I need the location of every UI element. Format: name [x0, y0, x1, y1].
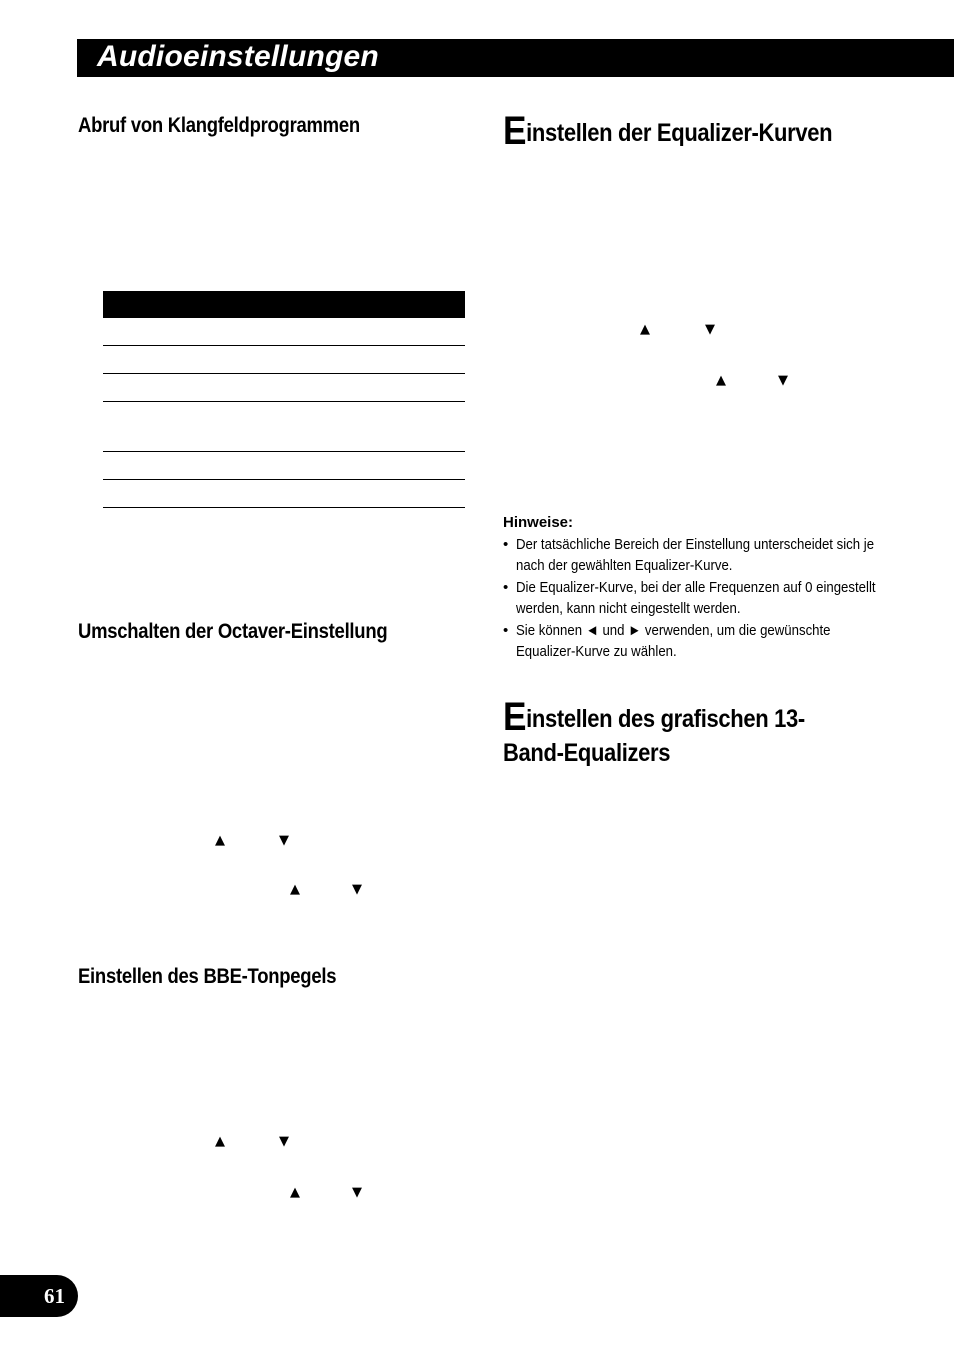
heading-initial: E: [503, 695, 527, 739]
arrow-down-icon: ▼: [352, 882, 362, 897]
heading-initial: E: [503, 109, 527, 153]
page-tab: [0, 1275, 78, 1317]
list-item: [503, 577, 903, 620]
bullet-icon: •: [503, 621, 509, 639]
arrow-down-icon: ▼: [279, 833, 289, 848]
arrow-up-icon: ▲: [290, 882, 300, 897]
heading-octaver: Umschalten der Octaver-Einstellung: [78, 620, 388, 643]
note-text: Sie können ◄ und ► verwenden, um die gewünschte Equalizer-Kurve zu wählen.: [516, 621, 831, 660]
notes-block: [503, 512, 903, 663]
page-number: 61: [44, 1284, 65, 1308]
arrow-down-icon: ▼: [778, 373, 788, 388]
heading-rest: instellen der Equalizer-Kurven: [526, 119, 833, 147]
heading-rest: instellen des grafischen 13-Band-Equalizers: [503, 705, 805, 767]
arrow-down-icon: ▼: [352, 1185, 362, 1200]
table-row: [103, 346, 465, 374]
table-row: [103, 480, 465, 508]
note-text: Die Equalizer-Kurve, bei der alle Frequenzen auf 0 eingestellt werden, kann nicht eingestellt werden.: [516, 578, 876, 617]
notes-label: Hinweise:: [503, 514, 574, 531]
table-row: [103, 374, 465, 402]
arrow-up-icon: ▲: [640, 322, 650, 337]
bullet-icon: •: [503, 535, 509, 553]
heading-abruf-klangfeldprogramme: Abruf von Klangfeldprogrammen: [78, 114, 360, 137]
arrow-down-icon: ▼: [705, 322, 715, 337]
heading-equalizer-kurven: [503, 109, 881, 153]
arrow-up-icon: ▲: [215, 833, 225, 848]
sound-field-table: [103, 291, 465, 508]
header-bar: [77, 39, 954, 77]
table-row: [103, 402, 465, 452]
heading-bbe: Einstellen des BBE-Tonpegels: [78, 965, 337, 988]
heading-13-band-equalizer: [503, 695, 837, 770]
arrow-up-icon: ▲: [716, 373, 726, 388]
note-text: Der tatsächliche Bereich der Einstellung unterscheidet sich je nach der gewählten Equalizer-Kurve.: [516, 535, 875, 574]
bullet-icon: •: [503, 578, 509, 596]
arrow-up-icon: ▲: [215, 1134, 225, 1149]
notes-list: [503, 534, 903, 663]
table-row: [103, 318, 465, 346]
page-title: Audioeinstellungen: [97, 40, 379, 73]
list-item: [503, 620, 903, 663]
table-row: [103, 452, 465, 480]
table-header-row: [103, 291, 465, 318]
arrow-down-icon: ▼: [279, 1134, 289, 1149]
list-item: [503, 534, 903, 577]
arrow-up-icon: ▲: [290, 1185, 300, 1200]
